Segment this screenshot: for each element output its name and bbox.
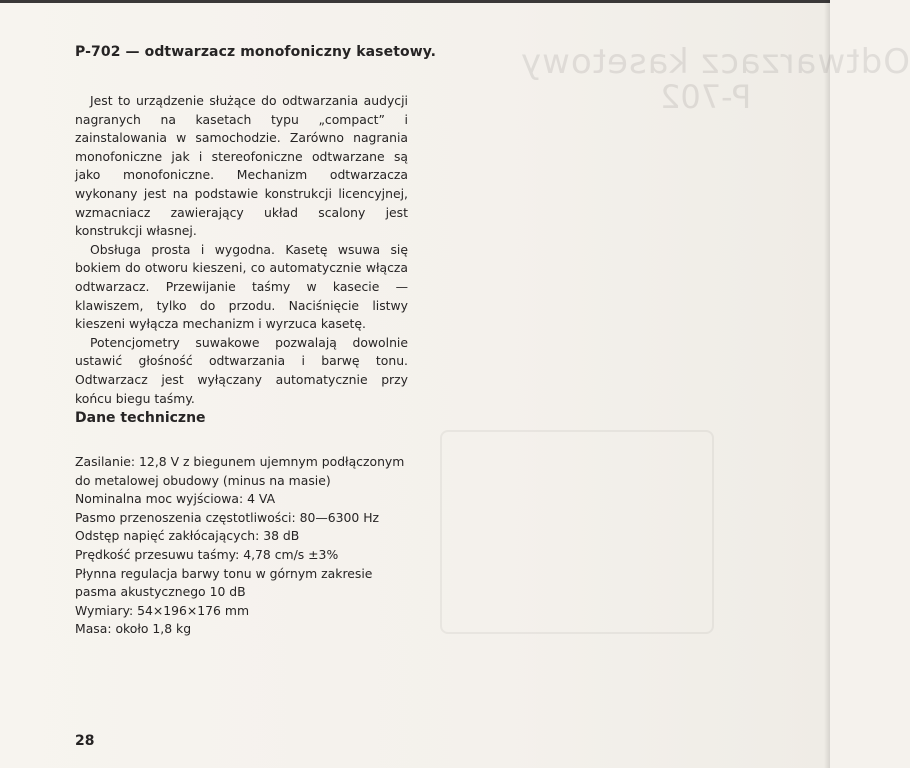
paragraph-3: Potencjometry suwakowe pozwalają dowolnie ustawić głośność odtwarzania i barwę tonu. Odtwarzacz jest wyłączany automatycznie przy końcu biegu taśmy. <box>75 334 408 406</box>
paragraph-1: Jest to urządzenie służące do odtwarzania audycji nagranych na kasetach typu „compact” i zainstalowania w samochodzie. Zarówno nagrania monofoniczne jak i stereofoniczne odtwarzane są jako monofoniczne. Mechanizm odtwarzacza wykonany jest na podstawie konstrukcji licencyjnej, wzmacniacz zawierający układ scalony jest konstrukcji własnej. <box>75 93 408 239</box>
spec-frequency-range: Pasmo przenoszenia częstotliwości: 80—6300 Hz <box>75 509 380 525</box>
spec-mass: Masa: około 1,8 kg <box>75 621 192 637</box>
paragraph-2: Obsługa prosta i wygodna. Kasetę wsuwa się bokiem do otworu kieszeni, co automatycznie włącza odtwarzacz. Przewijanie taśmy w kasecie — klawiszem, tylko do przodu. Naciśnięcie listwy kieszeni wyłącza mechanizm i wyrzuca kasetę. <box>75 241 408 332</box>
spec-tone-control: Płynna regulacja barwy tonu w górnym zakresie pasma akustycznego 10 dB <box>75 565 373 600</box>
show-through-text: P-702 <box>660 78 752 116</box>
specs-list <box>75 453 415 639</box>
page-number: 28 <box>75 733 95 749</box>
page-edge-shadow <box>824 0 830 768</box>
show-through-image <box>440 430 714 634</box>
article-body <box>75 92 408 408</box>
spec-noise-ratio: Odstęp napięć zakłócających: 38 dB <box>75 528 300 544</box>
article-heading: P-702 — odtwarzacz monofoniczny kasetowy. <box>75 44 437 60</box>
spec-power: Zasilanie: 12,8 V z biegunem ujemnym podłączonym do metalowej obudowy (minus na masie) <box>75 454 405 488</box>
specs-heading: Dane techniczne <box>75 410 206 426</box>
show-through-text: Odtwarzacz kasetowy <box>520 42 910 82</box>
spec-output-power: Nominalna moc wyjściowa: 4 VA <box>75 491 276 507</box>
spec-tape-speed: Prędkość przesuwu taśmy: 4,78 cm/s ±3% <box>75 546 339 562</box>
spec-dimensions: Wymiary: 54×196×176 mm <box>75 602 250 618</box>
top-edge-rule <box>0 0 830 3</box>
